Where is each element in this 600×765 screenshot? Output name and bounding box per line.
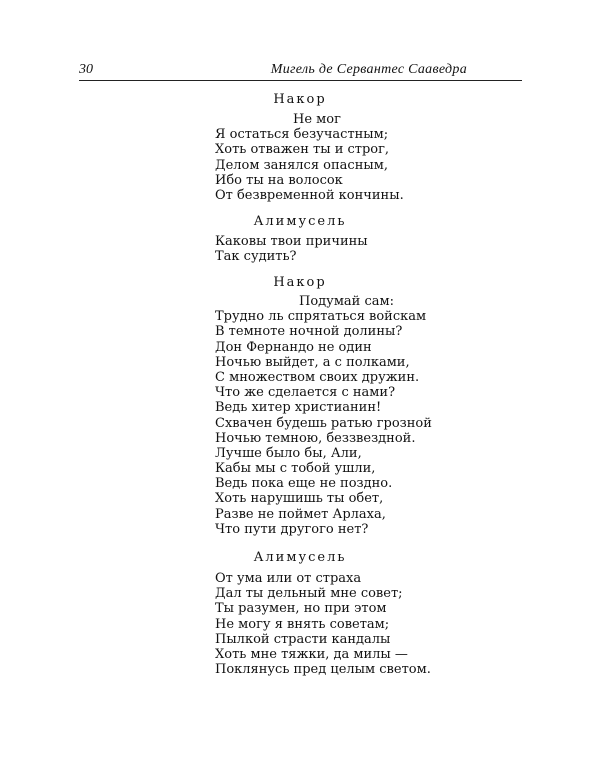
verse-block — [215, 294, 545, 537]
header-rule — [79, 80, 522, 81]
verse-line: Схвачен будешь ратью грозной — [215, 415, 432, 431]
verse-line: Кабы мы с тобой ушли, — [215, 461, 376, 477]
verse-line: С множеством своих дружин. — [215, 369, 420, 385]
verse-line: Ночью выйдет, а с полками, — [215, 354, 410, 370]
verse-line: Лучше было бы, Али, — [215, 445, 362, 461]
speaker-name: Накор — [273, 275, 327, 290]
verse-block — [215, 112, 545, 203]
verse-line: Ведь хитер христианин! — [215, 400, 382, 416]
verse-line: Хоть отважен ты и строг, — [215, 142, 390, 158]
verse-line: Я остаться безучастным; — [215, 127, 389, 143]
verse-line: Не мог — [293, 112, 341, 127]
verse-line: Ведь пока еще не поздно. — [215, 476, 393, 492]
verse-line: Что пути другого нет? — [215, 521, 369, 537]
verse-block — [215, 234, 545, 264]
verse-line: Так судить? — [215, 249, 297, 265]
verse-line: Ночью темною, беззвездной. — [215, 430, 416, 446]
running-header — [79, 62, 522, 82]
verse-line: Что же сделается с нами? — [215, 385, 396, 401]
verse-block — [215, 571, 545, 677]
verse-line: Не могу я внять советам; — [215, 616, 390, 632]
verse-line: Хоть нарушишь ты обет, — [215, 491, 384, 507]
verse-line: Пылкой страсти кандалы — [215, 631, 391, 647]
verse-line: Ибо ты на волосок — [215, 172, 343, 188]
speaker-name: Алимусель — [253, 550, 347, 565]
verse-line: От ума или от страха — [215, 571, 362, 586]
running-title: Мигель де Сервантес Сааведра — [270, 62, 467, 77]
verse-line: Подумай сам: — [299, 294, 394, 309]
verse-line: Делом занялся опасным, — [215, 157, 388, 173]
verse-line: Дон Фернандо не один — [215, 339, 372, 355]
page-number: 30 — [79, 62, 93, 77]
speaker-name: Алимусель — [253, 214, 347, 229]
verse-line: Дал ты дельный мне совет; — [215, 586, 403, 602]
verse-line: Трудно ль спрятаться войскам — [215, 309, 427, 325]
verse-line: Разве не поймет Арлаха, — [215, 506, 386, 522]
verse-line: От безвременной кончины. — [215, 187, 404, 203]
verse-line: Хоть мне тяжки, да милы — — [215, 646, 408, 662]
verse-line: Каковы твои причины — [215, 234, 368, 249]
verse-line: Ты разумен, но при этом — [215, 601, 387, 617]
speaker-name: Накор — [273, 92, 327, 107]
verse-line: Поклянусь пред целым светом. — [215, 662, 431, 678]
verse-line: В темноте ночной долины? — [215, 324, 403, 340]
